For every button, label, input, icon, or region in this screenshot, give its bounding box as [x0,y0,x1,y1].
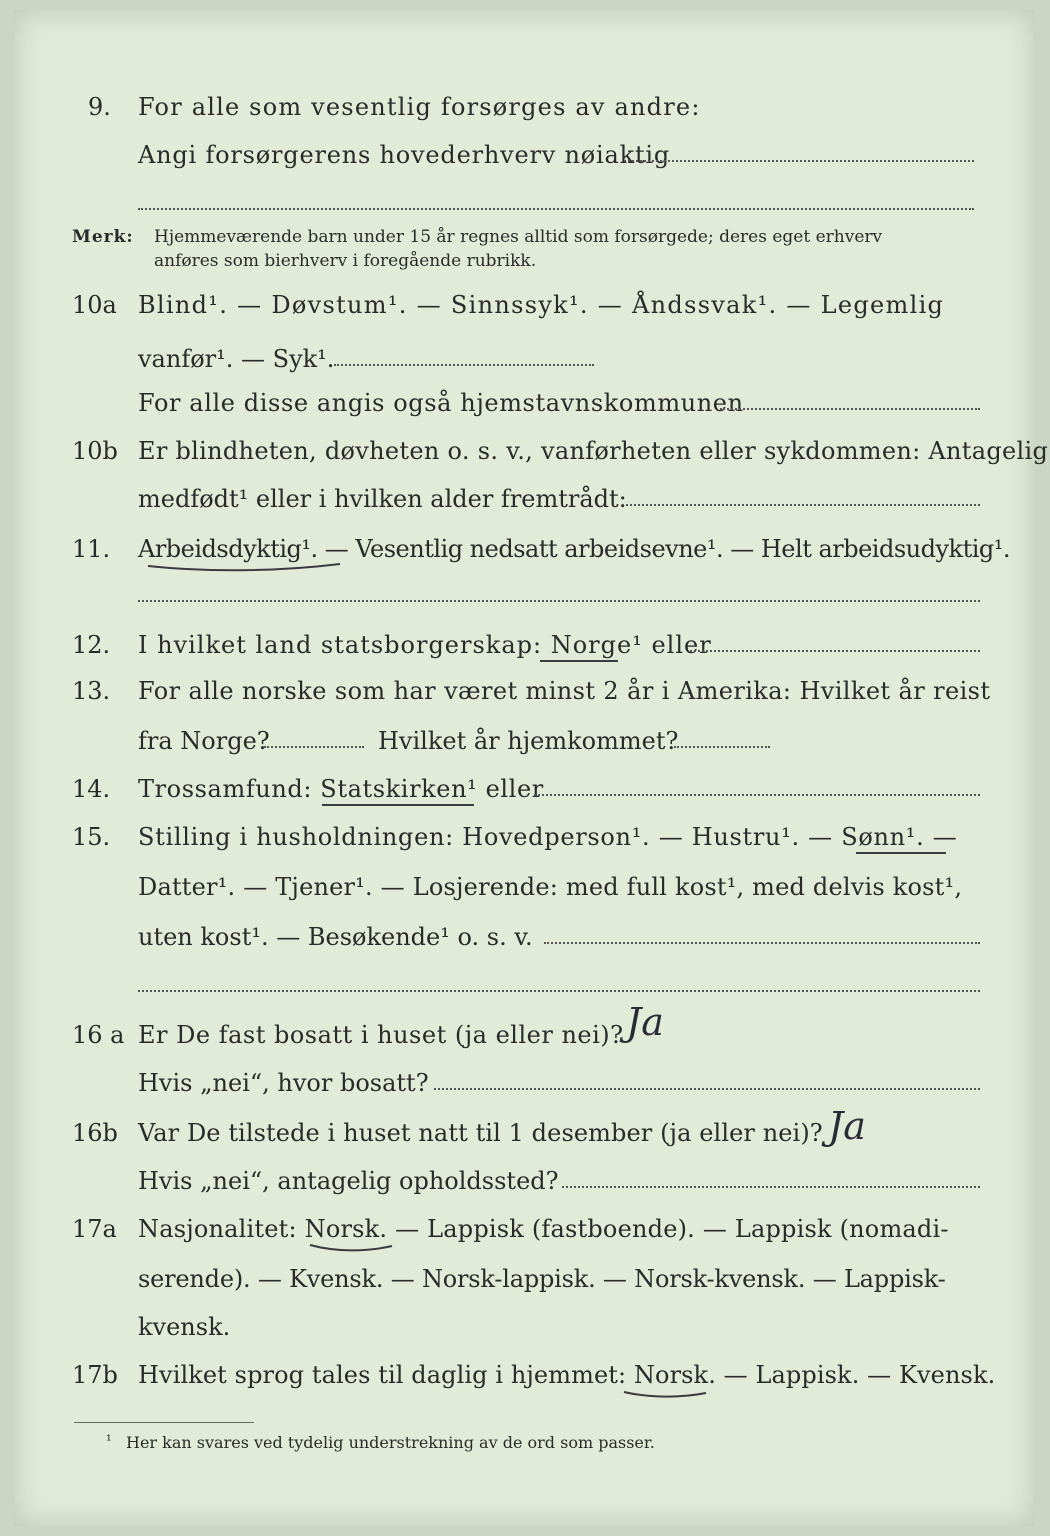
footnote-text: Her kan svares ved tydelig understrekning av de ord som passer. [126,1433,655,1452]
answer-line [534,794,980,796]
question-16a-number: 16 a [72,1021,125,1049]
question-16a-line2: Hvis „nei“, hvor bosatt? [138,1069,429,1097]
answer-line [334,364,594,366]
question-16b-line2: Hvis „nei“, antagelig opholdssted? [138,1167,559,1195]
underline-mark [144,558,344,578]
answer-line [562,1186,980,1188]
answer-line [138,600,980,602]
question-14-line1: Trossamfund: Statskirken¹ eller [138,775,544,803]
question-17a-line3: kvensk. [138,1313,231,1341]
underline-mark [620,1386,710,1402]
question-10a-number: 10a [72,291,117,319]
question-9-number: 9. [88,93,111,121]
question-15-line3: uten kost¹. — Besøkende¹ o. s. v. [138,923,533,951]
answer-line [626,504,980,506]
question-12-number: 12. [72,631,111,659]
merk-line2: anføres som bierhverv i foregående rubrikk. [154,251,537,271]
question-10b-number: 10b [72,437,118,465]
answer-line [544,942,980,944]
question-10b-line2: medfødt¹ eller i hvilken alder fremtrådt: [138,485,627,513]
question-16b-line1: Var De tilstede i huset natt til 1 desember (ja eller nei)? [138,1119,823,1147]
merk-label: Merk: [72,227,134,247]
question-17b-number: 17b [72,1361,118,1389]
question-10a-line1: Blind¹. — Døvstum¹. — Sinnssyk¹. — Åndssvak¹. — Legemlig [138,291,945,319]
footnote-divider [74,1422,254,1423]
question-13-line2b: Hvilket år hjemkommet? [378,727,679,755]
answer-line [624,160,974,162]
question-11-number: 11. [72,535,111,563]
handwritten-answer-16b: Ja [828,1104,866,1148]
question-11-line1: Arbeidsdyktig¹. — Vesentlig nedsatt arbeidsevne¹. — Helt arbeidsudyktig¹. [138,535,1011,563]
answer-line [264,746,364,748]
footnote-mark: ¹ [106,1433,112,1449]
question-17b-line1: Hvilket sprog tales til daglig i hjemmet: Norsk. — Lappisk. — Kvensk. [138,1361,996,1389]
question-17a-number: 17a [72,1215,117,1243]
census-form-page [14,10,1049,1526]
question-16a-line1: Er De fast bosatt i huset (ja eller nei)? [138,1021,624,1049]
answer-line [138,990,980,992]
question-13-line2a: fra Norge? [138,727,270,755]
answer-line [720,408,980,410]
question-15-number: 15. [72,823,111,851]
question-17a-line1: Nasjonalitet: Norsk. — Lappisk (fastboende). — Lappisk (nomadi- [138,1215,949,1243]
answer-line [434,1088,980,1090]
question-10a-line3: For alle disse angis også hjemstavnskommunen [138,389,744,417]
answer-line [690,650,980,652]
question-9-line2: Angi forsørgerens hovederhverv nøiaktig [138,141,671,169]
answer-line [138,208,974,210]
merk-line1: Hjemmeværende barn under 15 år regnes alltid som forsørgede; deres eget erhverv [154,227,883,247]
question-15-line2: Datter¹. — Tjener¹. — Losjerende: med full kost¹, med delvis kost¹, [138,873,963,901]
answer-line [674,746,770,748]
question-10b-line1: Er blindheten, døvheten o. s. v., vanførheten eller sykdommen: Antagelig [138,437,1049,465]
underline-mark [322,804,474,806]
question-14-number: 14. [72,775,111,803]
underline-mark [306,1240,396,1256]
underline-mark [856,852,946,854]
question-17a-line2: serende). — Kvensk. — Norsk-lappisk. — Norsk-kvensk. — Lappisk- [138,1265,946,1293]
question-13-line1: For alle norske som har været minst 2 år i Amerika: Hvilket år reist [138,677,991,705]
question-15-line1: Stilling i husholdningen: Hovedperson¹. — Hustru¹. — Sønn¹. — [138,823,958,851]
question-12-line1: I hvilket land statsborgerskap: Norge¹ eller [138,631,712,659]
question-16b-number: 16b [72,1119,118,1147]
question-9-line1: For alle som vesentlig forsørges av andre: [138,93,701,121]
question-10a-line2: vanfør¹. — Syk¹. [138,345,335,373]
question-13-number: 13. [72,677,111,705]
handwritten-answer-16a: Ja [626,1000,664,1044]
underline-mark [540,660,618,662]
